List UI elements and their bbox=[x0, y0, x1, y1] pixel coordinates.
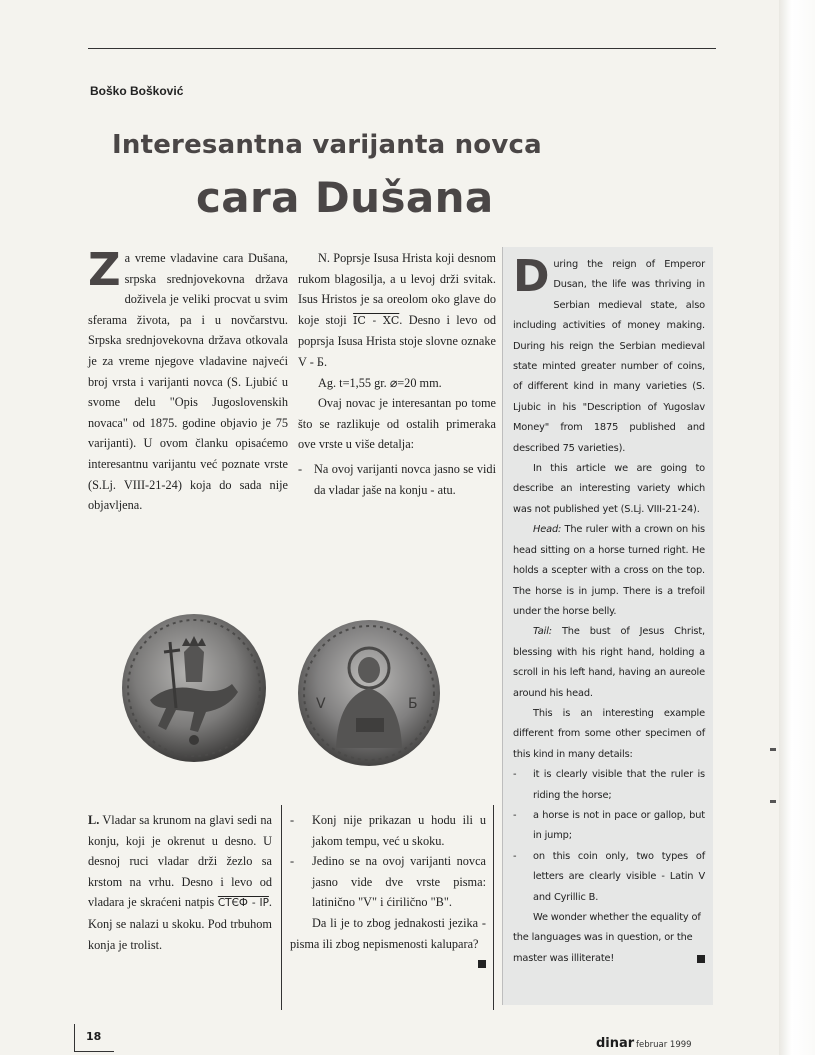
author: Boško Bošković bbox=[90, 84, 184, 98]
english-p2: In this article we are going to describe an interesting variety which was not published yet (S.Lj. VIII-21-24). bbox=[513, 463, 705, 515]
bullet-text: Na ovoj varijanti novca jasno se vidi da vladar jaše na konju - atu. bbox=[314, 461, 496, 497]
dropcap: D bbox=[513, 251, 550, 302]
intro-text: a vreme vladavine cara Dušana, srpska srednjovekovna država doživela je veliki procvat u svim sferama života, pa i u novčarstvu. Srpska srednjovekovna država otkovala je za vreme njegove vladavine najveći broj vrsta i varijanti novca (S. Ljubić u svome delu "Opis Jugoslovenskih novaca" od 1875. godine objavio je 75 varijanti). U ovom članku opisaćemo interesantnu varijantu već poznate vrste (S.Lj. VIII-21-24) koja do sada nije objavljena. bbox=[88, 251, 288, 513]
list-item: - on this coin only, two types of letters are clearly visible - Latin V and Cyrillic B. bbox=[513, 850, 705, 903]
column-serbian-obverse bbox=[88, 810, 272, 955]
title-line-2: cara Dušana bbox=[196, 173, 494, 222]
english-intro: uring the reign of Emperor Dusan, the life was thriving in Serbian medieval state, also including activities of money making. During his reign the Serbian medieval state minted greater number of coins, of different kind in many varieties (S. Ljubic in his "Description of Yugoslav Money" from 1875 published and described 75 varieties). bbox=[513, 259, 705, 454]
footer-rule bbox=[74, 1051, 114, 1052]
list-item: - Konj nije prikazan u hodu ili u jakom tempu, već u skoku. bbox=[290, 813, 486, 848]
serbian-conclusion: Da li je to zbog jednakosti jezika - pisma ili zbog nepismenosti kalupara? bbox=[290, 915, 486, 951]
column-serbian-reverse bbox=[298, 248, 496, 500]
reverse-text-end: . Desno i levo od poprsja Isusa Hrista stoje slovne oznake V - Б. bbox=[298, 312, 496, 369]
page-edge bbox=[779, 0, 815, 1055]
details-intro: Ovaj novac je interesantan po tome što se razlikuje od ostalih primeraka ove vrste u više detalja: bbox=[298, 396, 496, 452]
column-english bbox=[513, 251, 705, 969]
obverse-inscription: СΤЄФ - ΙΡ bbox=[217, 897, 269, 910]
journal-name: dinar bbox=[596, 1036, 635, 1051]
english-p5: This is an interesting example different from some other specimen of this kind in many details: bbox=[513, 707, 705, 760]
tail-label: Tail: bbox=[533, 626, 552, 638]
title-line-1: Interesantna varijanta novca bbox=[112, 130, 542, 160]
svg-text:Б: Б bbox=[408, 696, 418, 712]
head-label: Head: bbox=[533, 524, 562, 536]
tail-text: The bust of Jesus Christ, blessing with his right hand, holding a scroll in his left hand, having an aureole around his head. bbox=[513, 626, 705, 699]
english-conclusion: We wonder whether the equality of the languages was in question, or the master was illiterate! bbox=[513, 912, 701, 964]
footer-rule bbox=[74, 1024, 76, 1052]
reverse-text: N. Poprsje Isusa Hrista koji desnom rukom blagosilja, a u levoj drži svitak. Isus Hristos je sa oreolom oko glave do koje stoji bbox=[298, 251, 496, 327]
obverse-text: Vladar sa krunom na glavi sedi na konju, koji je okrenut u desno. U desnoj ruci vladar drži žezlo sa krstom na vrhu. Desno i levo od vladara je skraćeni natpis bbox=[88, 813, 272, 910]
column-divider bbox=[281, 805, 282, 1010]
list-item: - Na ovoj varijanti novca jasno se vidi da vladar jaše na konju - atu. bbox=[298, 459, 496, 500]
obverse-label: L. bbox=[88, 813, 100, 827]
obverse-text-end: . Konj se nalazi u skoku. Pod trbuhom konja je trolist. bbox=[88, 895, 272, 952]
head-text: The ruler with a crown on his head sitting on a horse turned right. He holds a scepter with a cross on the top. The horse is in jump. There is a trefoil under the horse belly. bbox=[513, 524, 705, 617]
top-rule bbox=[88, 48, 716, 49]
coin-weight: Ag. t=1,55 gr. ⌀=20 mm. bbox=[318, 375, 442, 390]
page-number: 18 bbox=[86, 1030, 102, 1043]
coin-reverse-image bbox=[296, 618, 442, 768]
svg-text:V: V bbox=[316, 696, 326, 712]
margin-mark bbox=[770, 800, 776, 803]
coin-obverse-image bbox=[120, 612, 268, 764]
reverse-inscription: ΙC - ΧC bbox=[353, 313, 400, 327]
column-serbian-intro bbox=[88, 243, 288, 516]
journal-date: februar 1999 bbox=[636, 1040, 692, 1050]
end-mark-icon bbox=[478, 960, 486, 968]
dropcap: Z bbox=[88, 243, 121, 296]
list-item: - Jedino se na ovoj varijanti novca jasno vide dve vrste pisma: latinično "V" i ćirilično "B". bbox=[290, 854, 486, 910]
list-item: - a horse is not in pace or gallop, but in jump; bbox=[513, 809, 705, 842]
end-mark-icon bbox=[697, 955, 705, 963]
margin-mark bbox=[770, 748, 776, 751]
column-divider bbox=[493, 805, 494, 1010]
list-item: - it is clearly visible that the ruler is riding the horse; bbox=[513, 769, 705, 801]
column-serbian-details bbox=[290, 810, 486, 968]
